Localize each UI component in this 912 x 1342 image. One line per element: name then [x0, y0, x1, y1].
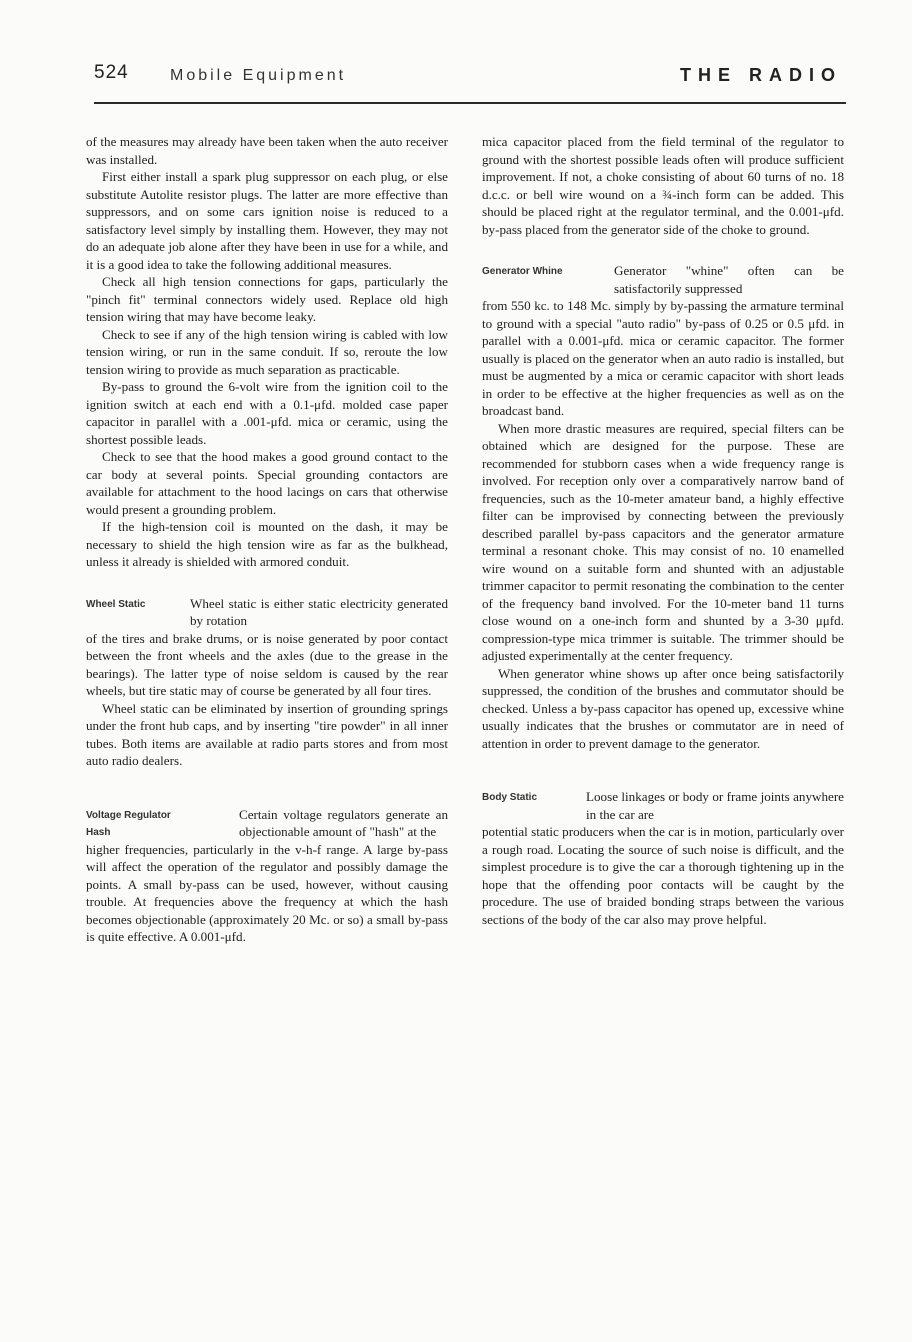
paragraph: First either install a spark plug suppressor on each plug, or else substitute Autolite resistor plugs. The latter are more effective than suppressors, and on some cars ignition noise is reduced to a satisfactory level simply by installing them. However, they may not do an adequate job alone after they have been in use for a while, and it is a good idea to take the following additional measures. — [86, 169, 448, 272]
paragraph: mica capacitor placed from the field terminal of the regulator to ground with the shortest possible leads often will produce sufficient improvement. If not, a choke consisting of about 60 turns of no. 18 d.c.c. or bell wire wound on a ¾-inch form can be added. This should be placed right at the regulator terminal, and the 0.001-μfd. by-pass placed from the generator side of the choke to ground. — [482, 134, 844, 237]
paragraph: Wheel static can be eliminated by insertion of grounding springs under the front hub caps, and by inserting "tire powder" in all inner tubes. Both items are available at radio parts stores and from most auto radio dealers. — [86, 700, 448, 768]
paragraph: higher frequencies, particularly in the v-h-f range. A large by-pass will affect the operation of the regulator and possibly damage the points. A small by-pass can be used, however, without causing trouble. At frequencies above the frequency at which the hash becomes objectionable (approximately 20 Mc. or so) a small by-pass is quite effective. A 0.001-μfd. — [86, 841, 448, 944]
right-column — [482, 133, 844, 928]
paragraph: When more drastic measures are required, special filters can be obtained which are designed for the purpose. These are recommended for stubborn cases when a wide frequency range is involved. For reception only over a comparatively narrow band of frequencies, such as the 10-meter amateur band, a highly effective filter can be improvised by connecting between the previously described parallel by-pass capacitors and the generator armature terminal a resonant choke. This may consist of no. 10 enamelled wire wound on a suitable form and shunted with an adjustable trimmer capacitor to permit resonating the combination to the center of the frequency band involved. For the 10-meter band 11 turns close wound on a one-inch form and shunted by a 3-30 μμfd. compression-type mica trimmer is suitable. The trimmer should be adjusted experimentally at the center frequency. — [482, 420, 844, 663]
paragraph: By-pass to ground the 6-volt wire from the ignition coil to the ignition switch at each end with a 0.1-μfd. molded case paper capacitor in parallel with a .001-μfd. mica or ceramic, using the shortest possible leads. — [86, 379, 448, 447]
paragraph: When generator whine shows up after once being satisfactorily suppressed, the condition of the brushes and commutator should be checked. Unless a by-pass capacitor has opened up, excessive whine usually indicates that the brushes or commutator are in need of attention in order to prevent damage to the generator. — [482, 665, 844, 751]
paragraph: from 550 kc. to 148 Mc. simply by by-passing the armature terminal to ground with a special "auto radio" by-pass of 0.25 or 0.5 μfd. in parallel with a 0.001-μfd. mica or ceramic capacitor. The former usually is placed on the generator when an auto radio is installed, but must be augmented by a mica or ceramic capacitor with short leads in order to be effective at the higher frequencies as well as on the broadcast band. — [482, 298, 844, 418]
page-number: 524 — [94, 62, 129, 83]
paragraph: of the measures may already have been taken when the auto receiver was installed. — [86, 134, 448, 167]
paragraph: potential static producers when the car is in motion, particularly over a rough road. Locating the source of such noise is difficult, and the simplest procedure is to give the car a thorough tightening up in the hope that the offending poor contacts will be caught by the procedure. The use of braided bonding straps between the various sections of the body of the car also may prove helpful. — [482, 824, 844, 927]
section-lead: Certain voltage regulators generate an objectionable amount of "hash" at the — [239, 806, 448, 839]
paragraph: If the high-tension coil is mounted on the dash, it may be necessary to shield the high tension wire as far as the bulkhead, unless it already is shielded with armored conduit. — [86, 519, 448, 569]
side-heading: Generator Whine — [482, 266, 563, 277]
paragraph: Check all high tension connections for gaps, particularly the "pinch fit" terminal connectors widely used. Replace old high tension wiring that may have become leaky. — [86, 274, 448, 324]
side-heading: Wheel Static — [86, 598, 146, 610]
section-lead: Wheel static is either static electricity generated by rotation — [190, 595, 448, 628]
header-rule — [94, 102, 846, 104]
section-lead: Generator "whine" often can be satisfactorily suppressed — [614, 263, 844, 296]
running-header — [94, 62, 846, 94]
section-title: Mobile Equipment — [170, 67, 347, 84]
section-lead: Loose linkages or body or frame joints anywhere in the car are — [586, 789, 844, 822]
side-heading: Voltage Regulator Hash — [86, 809, 171, 838]
paragraph: of the tires and brake drums, or is noise generated by poor contact between the front wheels and the axles (due to the grease in the bearings). The latter type of noise seldom is caused by the rear wheels, but tire static may of course be generated by all four tires. — [86, 630, 448, 698]
section-body-static — [482, 788, 844, 823]
book-title: THE RADIO — [680, 65, 842, 85]
section-voltage-regulator-hash — [86, 806, 448, 841]
section-generator-whine — [482, 262, 844, 297]
paragraph: Check to see that the hood makes a good ground contact to the car body at several points. Special grounding contactors are available for attachment to the hood lacings on cars that otherwise would present a grounding problem. — [86, 449, 448, 517]
side-heading: Body Static — [482, 792, 538, 803]
left-column — [86, 133, 448, 946]
paragraph: Check to see if any of the high tension wiring is cabled with low tension wiring, or run in the same conduit. If so, reroute the low tension wiring to provide as much separation as practicable. — [86, 326, 448, 377]
section-wheel-static — [86, 595, 448, 630]
